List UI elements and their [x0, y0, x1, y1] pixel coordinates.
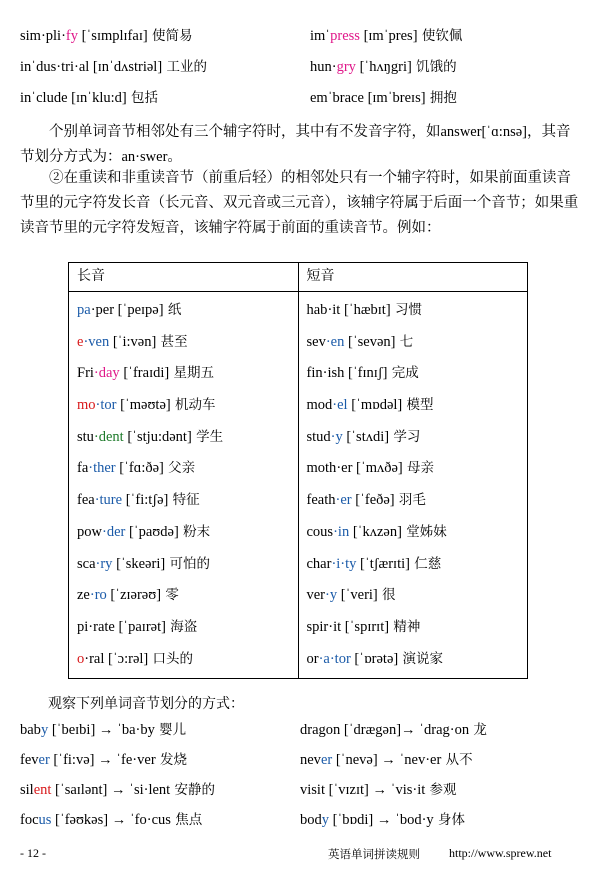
syllable-part: imˈ	[310, 28, 331, 44]
observe-word-entry	[20, 778, 215, 799]
chinese-meaning: 龙	[469, 722, 487, 738]
top-word-entry	[310, 86, 457, 107]
short-vowel-word	[307, 615, 520, 647]
unstressed-syllable: ·ral	[84, 650, 105, 667]
phonetic-transcription: [ɪmˈpres]	[359, 28, 418, 44]
stressed-syllable: mod	[306, 397, 333, 414]
chinese-meaning: 粉末	[178, 523, 211, 540]
stressed-syllable: ze	[77, 587, 90, 604]
word-part: er	[320, 752, 333, 768]
chinese-meaning: 羽毛	[394, 492, 426, 509]
stressed-syllable: sca	[77, 555, 96, 572]
stressed-syllable: fin	[306, 365, 323, 382]
syllable-division: ˈbod·y	[394, 812, 434, 828]
top-word-entry	[20, 24, 192, 45]
phonetic-transcription: [ɪmˈbreɪs]	[363, 90, 426, 106]
syllable-part: in	[20, 59, 32, 75]
syllable-part: al	[78, 59, 90, 75]
chinese-meaning: 机动车	[170, 397, 216, 414]
long-vowel-word	[77, 361, 290, 393]
phonetic-transcription: [ˈkʌzən]	[349, 523, 402, 540]
chinese-meaning: 拥抱	[425, 90, 457, 106]
syllable-division: ˈsi·lent	[129, 782, 171, 798]
phonetic-transcription: [ˈfeðə]	[351, 492, 395, 509]
long-vowel-word	[77, 456, 290, 488]
chinese-meaning: 婴儿	[154, 722, 187, 738]
stressed-syllable: Fri	[77, 365, 94, 382]
phonetic-transcription: [ˈhæbɪt]	[340, 302, 391, 318]
chinese-meaning: 甚至	[156, 333, 188, 350]
chinese-meaning: 仁慈	[409, 555, 442, 572]
word-part: us	[38, 812, 52, 828]
short-vowel-word	[307, 583, 520, 615]
unstressed-syllable: ·i·ty	[331, 555, 357, 572]
long-vowel-word	[77, 488, 290, 520]
stressed-syllable: pi	[77, 618, 89, 635]
long-vowel-word	[77, 330, 290, 362]
phonetic-transcription: [ˈzɪərəʊ]	[106, 587, 162, 604]
short-vowel-column	[298, 292, 528, 679]
stressed-syllable: cous	[306, 523, 334, 540]
word-part: ent	[33, 782, 52, 798]
unstressed-syllable: ·rate	[88, 618, 115, 635]
unstressed-syllable: ·dent	[93, 428, 124, 445]
word-part: foc	[20, 812, 39, 828]
unstressed-syllable: ·it	[328, 618, 342, 635]
chinese-meaning: 堂姊妹	[401, 523, 447, 540]
chinese-meaning: 零	[161, 587, 179, 604]
unstressed-syllable: ·it	[327, 302, 341, 318]
chinese-meaning: 学生	[191, 428, 224, 445]
stressed-syllable: sev	[306, 333, 326, 350]
phonetic-transcription: [ˈstju:dənt]	[123, 428, 192, 445]
long-vowel-word	[77, 425, 290, 457]
unstressed-syllable: ·in	[333, 523, 350, 540]
phonetic-transcription: [ˈfəʊkəs] →	[51, 812, 130, 828]
word-part: vis	[300, 782, 317, 798]
word-part: er	[38, 752, 50, 768]
observe-word-entry	[20, 748, 187, 769]
stressed-syllable: fea	[77, 492, 95, 509]
short-vowel-word	[307, 552, 520, 584]
stressed-syllable: e	[77, 333, 84, 350]
paragraph-three-consonants: 个别单词音节相邻处有三个辅字符时，其中有不发音字符，如answer[ˈɑ:nsə]，其音节划分方式为：an·swer。	[20, 124, 571, 165]
unstressed-syllable: ·el	[332, 397, 348, 414]
top-word-entry	[20, 86, 158, 107]
chinese-meaning: 演说家	[398, 650, 444, 667]
long-vowel-word	[77, 615, 290, 647]
syllable-part: brace	[332, 90, 364, 106]
chinese-meaning: 身体	[433, 812, 465, 828]
stressed-syllable: pa	[77, 302, 91, 318]
syllable-part: ˈ	[31, 59, 37, 75]
chinese-meaning: 很	[377, 587, 396, 604]
short-vowel-word	[307, 298, 520, 330]
phonetic-transcription: [ˈɒrətə]	[350, 650, 399, 667]
syllable-part: dus·tri·	[36, 59, 79, 75]
word-part: sil	[20, 782, 34, 798]
word-part: bod	[300, 812, 322, 828]
syllable-part: in	[20, 90, 32, 106]
top-word-entry	[310, 55, 457, 76]
chinese-meaning: 星期五	[169, 365, 214, 382]
phonetic-transcription: [ˈpaɪrət]	[114, 618, 166, 635]
stressed-syllable: stu	[77, 428, 94, 445]
short-vowel-word	[307, 393, 520, 425]
phonetic-transcription: [ˈɔ:rəl]	[104, 650, 149, 667]
page-number: - 12 -	[20, 846, 46, 860]
stressed-syllable: o	[77, 650, 85, 667]
observe-word-entry	[300, 808, 465, 829]
observe-word-entry	[300, 748, 473, 769]
phonetic-transcription: [ˈfi:və] →	[49, 752, 117, 768]
long-vowel-word	[77, 520, 290, 552]
phonetic-transcription: [ˈveri]	[337, 587, 378, 604]
word-part: y	[321, 812, 329, 828]
paragraph-single-consonant-rule: ②在重读和非重读音节（前重后轻）的相邻处只有一个辅字符时，如果前面重读音节里的元字符发长音（长元音、双元音或三元音），该辅字符属于后面一个音节；如果重读音节里的元字符发短音，该辅字符属于前面的重读音节。例如：	[20, 170, 579, 236]
syllable-division: ˈfe·ver	[116, 752, 156, 768]
unstressed-syllable: ·day	[93, 365, 120, 382]
stressed-syllable: hab	[306, 302, 328, 318]
short-vowel-word	[307, 520, 520, 552]
syllable-division: ˈba·by	[117, 722, 155, 738]
chinese-meaning: 饥饿的	[411, 59, 457, 75]
chinese-meaning: 可怕的	[165, 555, 210, 572]
syllable-division: ˈnev·er	[399, 752, 442, 768]
phonetic-transcription: [ˈmʌðə]	[352, 460, 403, 477]
phonetic-transcription: [ˈbɒdi] →	[329, 812, 395, 828]
top-word-entry	[310, 24, 462, 45]
stressed-syllable: mo	[77, 397, 96, 414]
chinese-meaning: 模型	[402, 397, 434, 414]
syllable-part: gry	[336, 59, 356, 75]
phonetic-transcription: [ˈstʌdi]	[342, 428, 390, 445]
syllable-division: ˈfo·cus	[129, 812, 171, 828]
unstressed-syllable: ·er	[336, 460, 353, 477]
long-vowel-word	[77, 552, 290, 584]
phonetic-transcription: [ˈpeɪpə]	[114, 302, 164, 318]
chinese-meaning: 习惯	[390, 302, 422, 318]
unstressed-syllable: ·tor	[95, 397, 117, 414]
stressed-syllable: char	[306, 555, 332, 572]
unstressed-syllable: ·ther	[88, 460, 116, 477]
phonetic-transcription: [ˈsɪmplɪfaɪ]	[78, 28, 148, 44]
unstressed-syllable: ·ture	[94, 492, 123, 509]
phonetic-transcription: [ˈpaʊdə]	[125, 523, 179, 540]
phonetic-transcription: [ɪnˈklu:d]	[67, 90, 127, 106]
chinese-meaning: 父亲	[163, 460, 196, 477]
top-word-entry	[20, 55, 207, 76]
chinese-meaning: 完成	[387, 365, 419, 382]
syllable-part: fy	[65, 28, 79, 44]
long-vowel-word	[77, 647, 290, 679]
chinese-meaning: 包括	[126, 90, 159, 106]
word-part: on	[325, 722, 341, 738]
word-part: bab	[20, 722, 41, 738]
phonetic-transcription: [ˈi:vən]	[109, 333, 157, 350]
long-vowel-word	[77, 393, 290, 425]
stressed-syllable: spir	[306, 618, 329, 635]
short-vowel-word	[307, 488, 520, 520]
chinese-meaning: 特征	[168, 492, 200, 509]
stressed-syllable: or	[306, 650, 319, 667]
phonetic-transcription: [ˈbeɪbi] →	[48, 722, 118, 738]
chinese-meaning: 安静的	[170, 782, 216, 798]
chinese-meaning: 参观	[425, 782, 457, 798]
unstressed-syllable: ·ro	[89, 587, 107, 604]
chinese-meaning: 使简易	[147, 28, 193, 44]
syllable-part: sim·pli·	[20, 28, 66, 44]
chinese-meaning: 口头的	[148, 650, 194, 667]
long-vowel-word	[77, 583, 290, 615]
phonetic-transcription: [ˈfɪnɪʃ]	[344, 365, 388, 382]
phonetic-transcription: [ˈfi:tʃə]	[122, 492, 169, 509]
stressed-syllable: ver	[306, 587, 326, 604]
syllable-division: ˈvis·it	[390, 782, 426, 798]
syllable-division: ˈdrag·on	[419, 722, 470, 738]
stressed-syllable: feath	[306, 492, 336, 509]
unstressed-syllable: ·per	[90, 302, 115, 318]
phonetic-transcription: [ˈtʃærɪti]	[356, 555, 410, 572]
chinese-meaning: 纸	[163, 302, 182, 318]
phonetic-transcription: [ˈskeəri]	[112, 555, 166, 572]
unstressed-syllable: ·ish	[322, 365, 345, 382]
observe-word-entry	[300, 718, 487, 739]
chinese-meaning: 海盗	[165, 618, 198, 635]
phonetic-transcription: [ˈspɪrɪt]	[341, 618, 390, 635]
observe-word-entry	[300, 778, 457, 799]
long-vowel-word	[77, 298, 290, 330]
long-short-vowel-table	[68, 262, 528, 679]
short-vowel-word	[307, 361, 520, 393]
word-part: it	[316, 782, 325, 798]
unstressed-syllable: ·ven	[83, 333, 110, 350]
short-vowel-word	[307, 425, 520, 457]
unstressed-syllable: ·der	[101, 523, 126, 540]
syllable-part: ˈ	[31, 90, 37, 106]
footer-title: 英语单词拼读规则	[328, 847, 420, 861]
word-part: fev	[20, 752, 39, 768]
observe-word-entry	[20, 808, 202, 829]
unstressed-syllable: ·en	[325, 333, 345, 350]
header-long-vowel: 长音	[69, 263, 299, 292]
chinese-meaning: 使钦佩	[417, 28, 463, 44]
stressed-syllable: pow	[77, 523, 102, 540]
footer-url: http://www.sprew.net	[449, 846, 552, 860]
stressed-syllable: fa	[77, 460, 89, 477]
long-vowel-column	[69, 292, 299, 679]
phonetic-transcription: [ˈmɒdəl]	[347, 397, 403, 414]
phonetic-transcription: [ˈfɑ:ðə]	[115, 460, 164, 477]
header-short-vowel: 短音	[298, 263, 528, 292]
phonetic-transcription: [ˈdrægən]→	[340, 722, 420, 738]
unstressed-syllable: ·a·tor	[318, 650, 351, 667]
syllable-part: hun·	[310, 59, 337, 75]
chinese-meaning: 从不	[441, 752, 473, 768]
short-vowel-word	[307, 647, 520, 679]
phonetic-transcription: [ɪnˈdʌstriəl]	[89, 59, 163, 75]
phonetic-transcription: [ˈhʌŋgri]	[355, 59, 412, 75]
phonetic-transcription: [ˈnevə] →	[332, 752, 400, 768]
word-part: y	[40, 722, 49, 738]
chinese-meaning: 学习	[389, 428, 421, 445]
phonetic-transcription: [ˈsaɪlənt] →	[51, 782, 130, 798]
word-part: drag	[300, 722, 326, 738]
phonetic-transcription: [ˈvɪzɪt] →	[324, 782, 391, 798]
chinese-meaning: 发烧	[155, 752, 187, 768]
unstressed-syllable: ·ry	[95, 555, 113, 572]
chinese-meaning: 七	[395, 333, 414, 350]
short-vowel-word	[307, 456, 520, 488]
chinese-meaning: 焦点	[170, 812, 203, 828]
unstressed-syllable: ·y	[325, 587, 338, 604]
unstressed-syllable: ·er	[335, 492, 352, 509]
phonetic-transcription: [ˈsevən]	[344, 333, 396, 350]
syllable-part: clude	[36, 90, 68, 106]
unstressed-syllable: ·y	[330, 428, 343, 445]
phonetic-transcription: [ˈməʊtə]	[116, 397, 171, 414]
chinese-meaning: 母亲	[402, 460, 435, 477]
observe-title: 观察下列单词音节划分的方式：	[48, 696, 244, 712]
short-vowel-word	[307, 330, 520, 362]
stressed-syllable: stud	[306, 428, 331, 445]
observe-word-entry	[20, 718, 186, 739]
chinese-meaning: 精神	[389, 618, 421, 635]
syllable-part: press	[330, 28, 360, 44]
stressed-syllable: moth	[306, 460, 337, 477]
phonetic-transcription: [ˈfraɪdi]	[119, 365, 170, 382]
chinese-meaning: 工业的	[162, 59, 207, 75]
word-part: nev	[300, 752, 321, 768]
syllable-part: emˈ	[310, 90, 333, 106]
